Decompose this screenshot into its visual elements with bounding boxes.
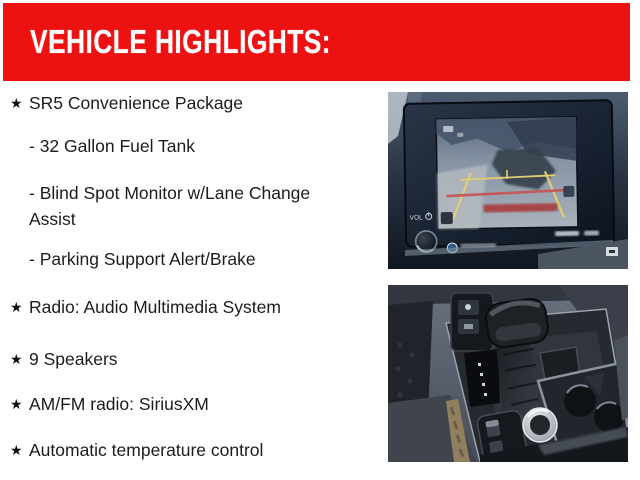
feature-label: - Blind Spot Monitor w/Lane Change Assist xyxy=(29,183,311,229)
feature-label: Radio: Audio Multimedia System xyxy=(29,297,281,317)
feature-item xyxy=(10,133,358,159)
backup-camera-photo xyxy=(388,92,628,269)
star-bullet-icon: ★ xyxy=(10,299,23,315)
star-bullet-icon: ★ xyxy=(10,396,23,412)
camera-softkey-icon xyxy=(563,186,574,197)
button-glyph-icon xyxy=(464,324,473,329)
gear-shifter-knob xyxy=(484,297,550,349)
bright-speck xyxy=(457,133,463,137)
siriusxm-logo xyxy=(555,231,579,236)
dial-center xyxy=(530,415,550,435)
bright-speck xyxy=(443,126,453,132)
feature-item xyxy=(10,391,358,417)
camera-softkey-icon xyxy=(441,212,453,224)
feature-label: Automatic temperature control xyxy=(29,440,264,460)
feature-item xyxy=(10,346,358,372)
gear-indicator-panel xyxy=(464,349,500,407)
feature-label: - Parking Support Alert/Brake xyxy=(29,249,256,269)
feature-item xyxy=(10,180,358,232)
feature-label: 9 Speakers xyxy=(29,349,118,369)
star-bullet-icon: ★ xyxy=(10,442,23,458)
feature-item xyxy=(10,437,358,463)
center-console-illustration xyxy=(388,285,628,462)
center-console-photo xyxy=(388,285,628,462)
feature-item xyxy=(10,246,358,272)
backup-camera-illustration xyxy=(388,92,628,269)
feature-item xyxy=(10,294,358,320)
camera-warning-text xyxy=(484,203,558,212)
button-glyph-icon xyxy=(465,304,471,310)
feature-label: - 32 Gallon Fuel Tank xyxy=(29,136,196,156)
feature-label: SR5 Convenience Package xyxy=(29,93,244,113)
banner-title: VEHICLE HIGHLIGHTS: xyxy=(30,23,331,60)
feature-item xyxy=(10,90,358,116)
vol-label: VOL xyxy=(409,214,423,222)
star-bullet-icon: ★ xyxy=(10,351,23,367)
feature-label: AM/FM radio: SiriusXM xyxy=(29,394,209,414)
star-bullet-icon: ★ xyxy=(10,95,23,111)
hd-radio-logo xyxy=(584,230,599,235)
usb-slot xyxy=(609,250,615,253)
